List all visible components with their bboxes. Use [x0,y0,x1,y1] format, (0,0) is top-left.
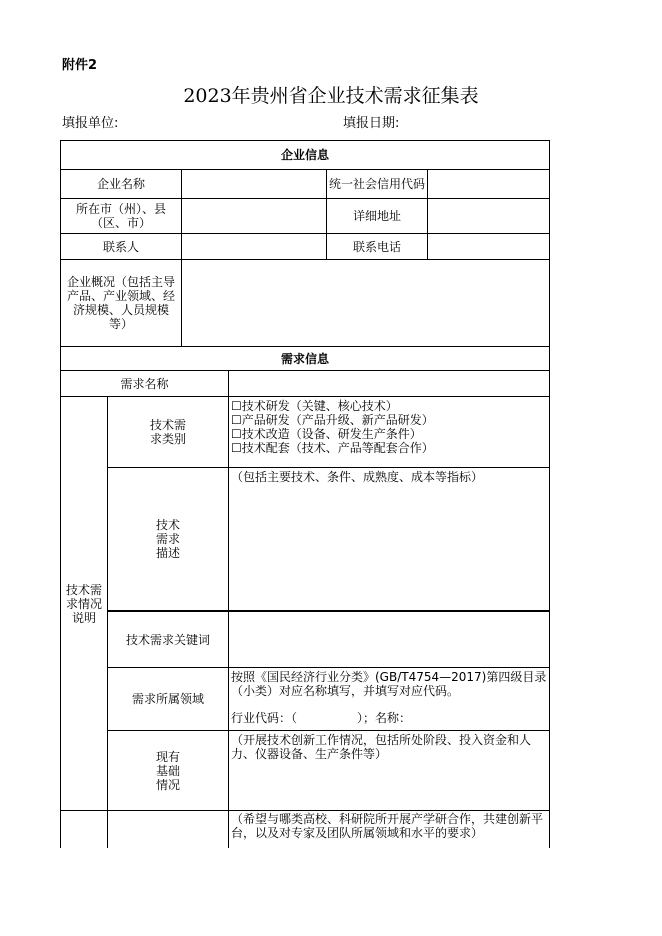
demand-name-label: 需求名称 [120,376,169,391]
contact-label: 联系人 [102,239,139,254]
field-code[interactable]: 行业代码：（ ）；名称： [231,711,412,725]
phone-label: 联系电话 [352,239,401,254]
category-option-research[interactable]: ☐技术研发（关键、核心技术） [231,399,398,413]
location-label: 所在市（州）、县（区、市） [75,202,166,230]
company-name-label: 企业名称 [96,177,145,191]
contact-field[interactable] [182,234,326,259]
category-option-support[interactable]: ☐技术配套（技术、产品等配套合作） [231,441,434,455]
unit-label: 填报单位: [62,116,119,131]
date-label: 填报日期: [343,116,400,131]
keywords-field[interactable] [229,612,549,667]
category-option-product[interactable]: ☐产品研发（产品升级、新产品研发） [231,413,434,427]
demand-name-field[interactable] [229,371,549,396]
demand-section-title: 需求信息 [280,351,329,366]
explain-label: 技术需求情况说明 [65,582,102,625]
category-options [231,399,434,455]
company-section-title: 企业信息 [280,148,329,162]
desc-field[interactable] [229,486,549,610]
desc-hint: （包括主要技术、条件、成熟度、成本等指标） [231,470,484,484]
address-label: 详细地址 [352,209,401,223]
field-label: 需求所属领域 [131,692,204,706]
desc-label: 技术需求描述 [155,518,180,560]
basis-label: 现有基础情况 [155,749,180,792]
category-option-upgrade[interactable]: ☐技术改造（设备、研发生产条件） [231,427,422,441]
page-title: 2023年贵州省企业技术需求征集表 [183,85,479,107]
credit-code-field[interactable] [428,170,549,198]
field-hint: 按照《国民经济行业分类》(GB/T4754—2017)第四级目录（小类）对应名称填写，并填写对应代码。 [231,670,547,698]
phone-field[interactable] [428,234,549,259]
overview-label: 企业概况（包括主导产品、产业领域、经济规模、人员规模等） [66,275,175,331]
company-name-field[interactable] [182,170,326,198]
location-field[interactable] [182,199,326,233]
credit-code-label: 统一社会信用代码 [328,177,425,191]
overview-field[interactable] [182,260,549,346]
basis-hint: （开展技术创新工作情况，包括所处阶段、投入资金和人力、仪器设备、生产条件等） [231,733,532,761]
coop-hint: （希望与哪类高校、科研院所开展产学研合作，共建创新平台，以及对专家及团队所属领域和水平的要求） [231,812,544,840]
keywords-label: 技术需求关键词 [125,632,210,647]
category-label: 技术需求类别 [149,418,186,446]
address-field[interactable] [428,199,549,233]
attachment-label: 附件2 [62,58,98,73]
